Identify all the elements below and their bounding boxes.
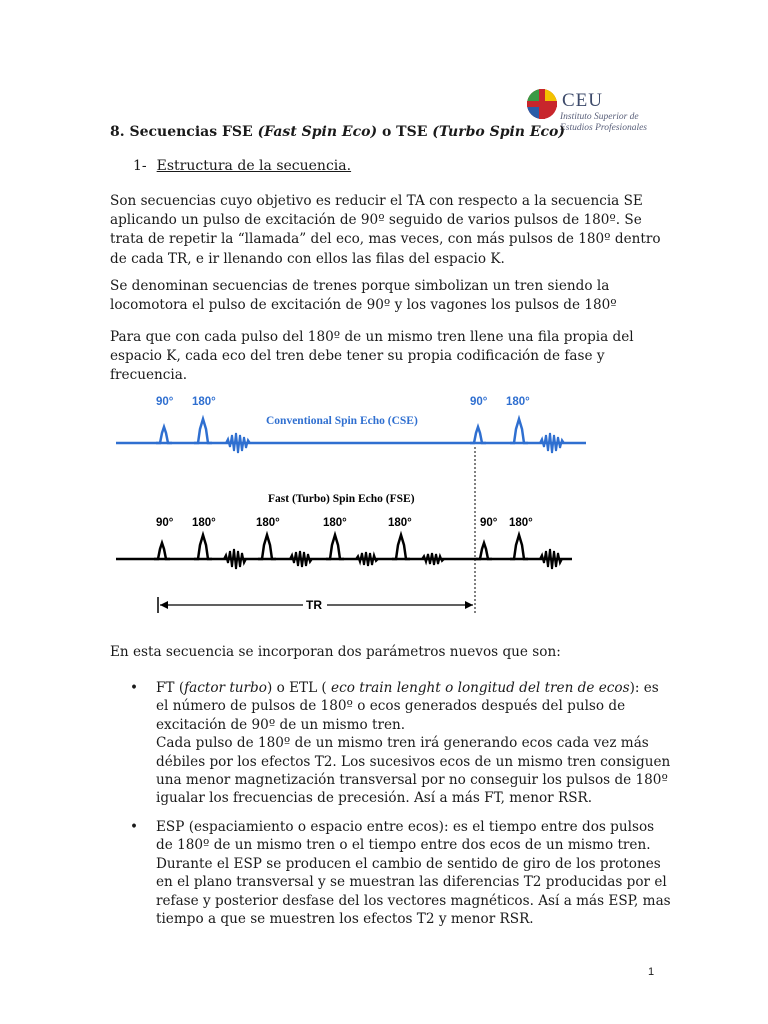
fse-pulse-180-1	[194, 535, 212, 559]
fse-label-180-1: 180°	[192, 517, 216, 529]
fse-pulse-90-b	[476, 543, 492, 559]
fse-label-90-b: 90°	[480, 517, 498, 529]
cse-label-180: 180°	[192, 396, 216, 408]
paragraph-2: Se denominan secuencias de trenes porque simbolizan un tren siendo la locomotora el pulso de excitación de 90º y los vagones los pulsos de 180º	[110, 278, 617, 314]
fse-pulse-90	[154, 543, 170, 559]
fse-pulse-180-2	[258, 535, 276, 559]
fse-label-180-b: 180°	[509, 517, 533, 529]
fse-pulse-180-3	[326, 535, 344, 559]
paragraph-3: Para que con cada pulso del 180º de un mismo tren llene una fila propia del espacio K, cada eco del tren debe tener su propia codificación de fase y frecuencia.	[110, 329, 634, 384]
fse-title: Fast (Turbo) Spin Echo (FSE)	[268, 493, 415, 505]
cse-echo-b	[540, 433, 564, 453]
bullet-ft-extra: Cada pulso de 180º de un mismo tren irá generando ecos cada vez más débiles por los efectos T2. Los sucesivos ecos de un mismo tren consiguen una menor magnetización transversal por no conseguir los pulsos de 180º igualar los frecuencias de precesión. Así a más FT, menor RSR.	[156, 735, 671, 807]
fse-echo-b	[540, 549, 562, 569]
fse-echo-2	[290, 551, 312, 567]
cse-title: Conventional Spin Echo (CSE)	[266, 415, 418, 427]
bullet-esp-text: ESP (espaciamiento o espacio entre ecos): es el tiempo entre dos pulsos de 180º de un mismo tren o el tiempo entre dos ecos de un mismo tren.	[156, 819, 655, 854]
cse-label-90-b: 90°	[470, 396, 488, 408]
cse-pulse-90-b	[470, 427, 486, 443]
tr-label: TR	[306, 598, 322, 612]
fse-echo-4	[422, 553, 444, 565]
cse-pulse-180	[194, 419, 212, 443]
logo-subtitle: Instituto Superior de Estudios Profesionales	[560, 112, 647, 133]
subsection-title: Estructura de la secuencia.	[156, 158, 352, 174]
fse-echo-3	[356, 552, 378, 566]
subsection-heading	[133, 158, 351, 174]
page-number: 1	[648, 966, 655, 978]
logo-brand: CEU	[562, 90, 603, 111]
ceu-logo-icon	[526, 88, 558, 120]
fse-pulse-180-4	[392, 535, 410, 559]
fse-label-180-3: 180°	[323, 517, 347, 529]
cse-echo	[226, 433, 250, 453]
section-heading: 8. Secuencias FSE (Fast Spin Eco) o TSE (Turbo Spin Eco)	[110, 124, 566, 140]
cse-label-90: 90°	[156, 396, 174, 408]
tr-arrow-left-head	[160, 601, 168, 609]
bullet-esp-extra: Durante el ESP se producen el cambio de sentido de giro de los protones en el plano transversal y se muestran las diferencias T2 producidas por el refase y posterior desfase del los vectores magnéticos. Así a más ESP, mas tiempo a que se muestren los efectos T2 y menor RSR.	[156, 855, 671, 928]
tr-arrow-right-head	[465, 601, 473, 609]
paragraph-1: Son secuencias cuyo objetivo es reducir el TA con respecto a la secuencia SE aplicando un pulso de excitación de 90º seguido de varios pulsos de 180º. Se trata de repetir la “llamada” del eco, mas veces, con más pulsos de 180º dentro de cada TR, e ir llenando con ellos las filas del espacio K.	[110, 193, 661, 267]
cse-label-180-b: 180°	[506, 396, 530, 408]
cse-pulse-90	[156, 427, 172, 443]
cse-pulse-180-b	[510, 419, 528, 443]
bullet-ft-text: FT (factor turbo) o ETL ( eco train lenght o longitud del tren de ecos): es el número de pulsos de 180º o ecos generados después del pulso de excitación de 90º de un mismo tren.	[156, 680, 659, 733]
subsection-number: 1-	[133, 158, 147, 174]
fse-pulse-180-b	[510, 535, 528, 559]
fse-label-180-4: 180°	[388, 517, 412, 529]
fse-echo-1	[224, 549, 246, 569]
pulse-sequence-diagram	[110, 385, 600, 625]
bullet-dot: •	[130, 819, 139, 835]
parameters-intro: En esta secuencia se incorporan dos parámetros nuevos que son:	[110, 644, 561, 660]
bullet-dot: •	[130, 680, 139, 696]
fse-label-180-2: 180°	[256, 517, 280, 529]
fse-label-90: 90°	[156, 517, 174, 529]
